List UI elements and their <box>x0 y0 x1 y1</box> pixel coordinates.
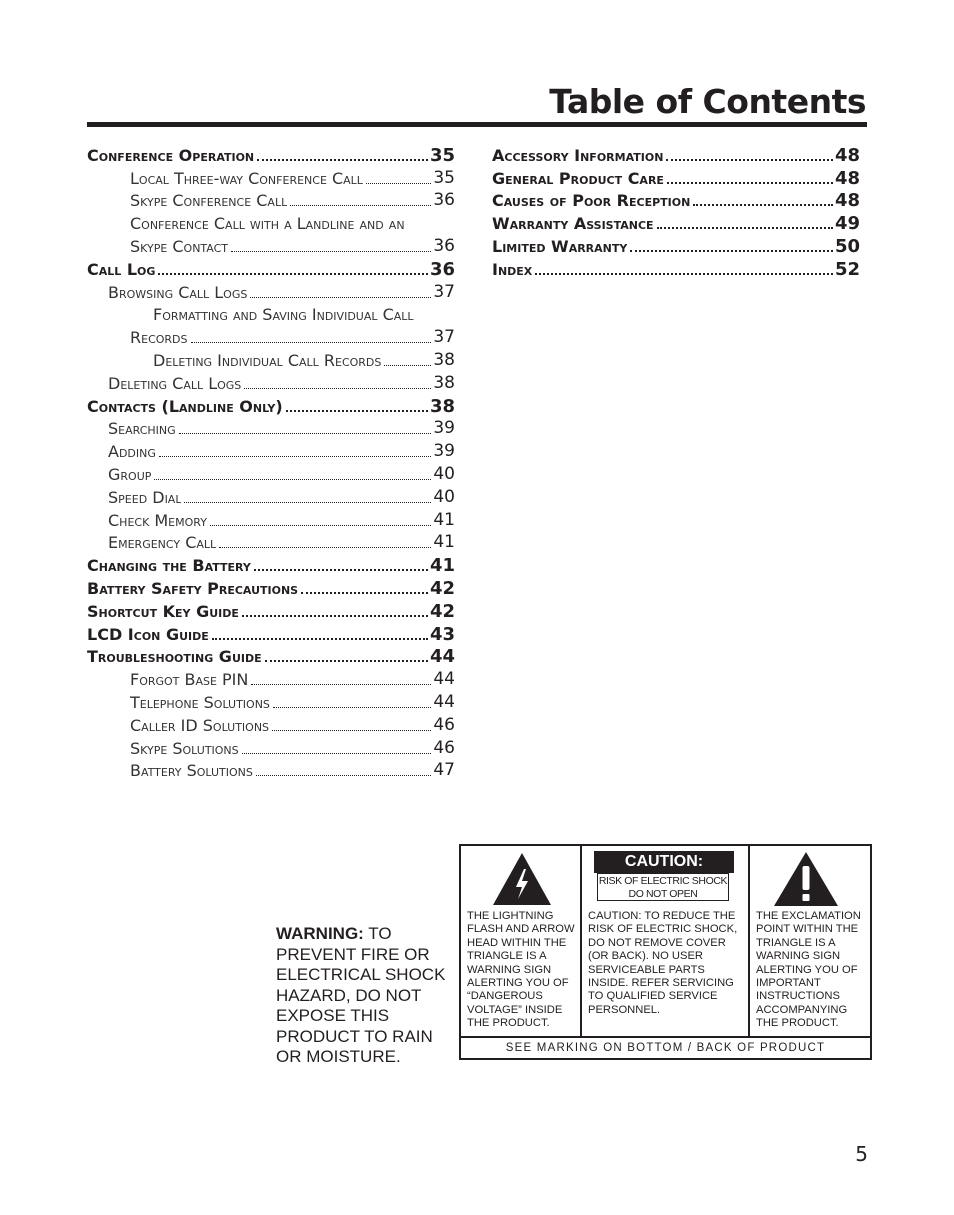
toc-entry-page: 41 <box>433 532 455 553</box>
toc-entry-label: Conference Operation <box>87 146 255 165</box>
toc-entry-label: Limited Warranty <box>492 237 628 256</box>
toc-entry-label: Accessory Information <box>492 146 664 165</box>
toc-entry <box>87 256 455 279</box>
caution-left-text: THE LIGHTNING FLASH AND ARROW HEAD WITHIN THE TRIANGLE IS A WARNING SIGN ALERTING YOU OF “DANGEROUS VOLTAGE” INSIDE THE PRODUCT. <box>467 910 575 1030</box>
caution-sub-line2: DO NOT OPEN <box>628 887 698 900</box>
toc-dot-leader <box>290 205 431 206</box>
warning-text: TO PREVENT FIRE OR ELECTRICAL SHOCK HAZARD, DO NOT EXPOSE THIS PRODUCT TO RAIN OR MOISTURE. <box>276 924 446 1066</box>
toc-entry <box>87 530 455 553</box>
caution-label: CAUTION: <box>594 851 734 873</box>
toc-entry-label: Call Log <box>87 260 156 279</box>
toc-dot-leader <box>179 433 432 434</box>
toc-entry-page: 39 <box>433 418 455 439</box>
toc-entry-page: 41 <box>429 555 455 577</box>
toc-dot-leader <box>693 204 833 206</box>
toc-entry-label: Local Three-way Conference Call <box>130 169 363 188</box>
toc-dot-leader <box>210 525 431 526</box>
toc-entry <box>87 461 455 484</box>
toc-entry-label: Forgot Base PIN <box>130 671 249 690</box>
toc-entry <box>87 370 455 393</box>
toc-entry-label: Battery Safety Precautions <box>87 579 299 598</box>
toc-entry-label: Adding <box>108 443 156 462</box>
toc-dot-leader <box>250 297 431 298</box>
toc-entry-page: 39 <box>433 441 455 462</box>
caution-sub-line1: RISK OF ELECTRIC SHOCK <box>598 875 728 887</box>
toc-entry-page: 50 <box>834 235 860 257</box>
toc-dot-leader <box>242 615 428 617</box>
toc-entry-label: Skype Solutions <box>130 739 239 758</box>
toc-entry <box>492 188 860 211</box>
toc-entry-page: 46 <box>433 714 455 735</box>
toc-entry <box>87 552 455 575</box>
toc-entry-label: Formatting and Saving Individual Call <box>153 306 414 325</box>
toc-entry <box>87 575 455 598</box>
toc-entry-page: 52 <box>834 258 860 280</box>
toc-dot-leader <box>666 159 833 161</box>
toc-dot-leader <box>242 753 432 754</box>
toc-dot-leader <box>667 182 833 184</box>
toc-entry <box>87 393 455 416</box>
toc-entry-page: 35 <box>429 144 455 166</box>
toc-dot-leader <box>384 365 431 366</box>
toc-entry <box>87 210 455 233</box>
toc-entry <box>87 735 455 758</box>
toc-entry <box>87 666 455 689</box>
toc-dot-leader <box>244 388 431 389</box>
warning-lead: WARNING: <box>276 924 364 943</box>
toc-entry-page: 48 <box>834 144 860 166</box>
toc-dot-leader <box>272 730 431 731</box>
toc-dot-leader <box>273 707 431 708</box>
caution-sub-label <box>597 873 729 901</box>
toc-entry-page: 42 <box>429 577 455 599</box>
toc-entry-label: Contacts (Landline Only) <box>87 397 283 416</box>
page-number: 5 <box>855 1142 868 1166</box>
toc-entry-label: Searching <box>108 420 176 439</box>
toc-entry <box>87 484 455 507</box>
toc-entry-page: 48 <box>834 167 860 189</box>
toc-entry-label: Speed Dial <box>108 488 182 507</box>
toc-dot-leader <box>159 456 431 457</box>
toc-entry <box>87 302 455 325</box>
caution-right-panel <box>750 846 870 1036</box>
toc-entry-page: 47 <box>433 760 455 781</box>
toc-dot-leader <box>212 638 428 640</box>
toc-entry-label: Troubleshooting Guide <box>87 648 262 667</box>
toc-right-column <box>492 142 860 279</box>
toc-entry-label: Check Memory <box>108 511 207 530</box>
toc-entry-page: 44 <box>433 669 455 690</box>
toc-entry-label: Changing the Battery <box>87 557 251 576</box>
toc-dot-leader <box>219 547 431 548</box>
toc-entry-page: 37 <box>433 327 455 348</box>
toc-entry <box>492 165 860 188</box>
caution-footer: SEE MARKING ON BOTTOM / BACK OF PRODUCT <box>461 1036 870 1058</box>
caution-box <box>459 844 872 1060</box>
toc-dot-leader <box>366 183 431 184</box>
toc-entry <box>87 438 455 461</box>
toc-entry <box>87 416 455 439</box>
toc-entry-page: 49 <box>834 213 860 235</box>
toc-entry-page: 37 <box>433 281 455 302</box>
toc-entry <box>492 210 860 233</box>
page-title: Table of Contents <box>549 82 866 121</box>
toc-dot-leader <box>286 410 428 412</box>
toc-entry-page: 43 <box>429 623 455 645</box>
toc-entry <box>87 188 455 211</box>
toc-entry-label: Skype Contact <box>130 237 229 256</box>
toc-entry-label: Causes of Poor Reception <box>492 192 691 211</box>
toc-entry-page: 48 <box>834 190 860 212</box>
toc-dot-leader <box>657 227 833 229</box>
toc-dot-leader <box>630 250 833 252</box>
toc-entry <box>492 142 860 165</box>
toc-entry <box>87 165 455 188</box>
lightning-triangle-icon <box>491 851 553 907</box>
toc-entry-label: Index <box>492 260 533 279</box>
toc-entry-label: Deleting Call Logs <box>108 374 242 393</box>
toc-entry-label: Deleting Individual Call Records <box>153 351 382 370</box>
toc-entry <box>87 712 455 735</box>
toc-dot-leader <box>535 273 833 275</box>
toc-dot-leader <box>256 775 431 776</box>
toc-entry <box>87 758 455 781</box>
toc-entry-label: Warranty Assistance <box>492 215 654 234</box>
toc-entry-label: Telephone Solutions <box>130 693 270 712</box>
toc-dot-leader <box>231 251 431 252</box>
toc-entry-page: 42 <box>429 600 455 622</box>
toc-entry-label: General Product Care <box>492 169 664 188</box>
toc-entry-label: Group <box>108 465 152 484</box>
toc-entry-page: 44 <box>429 646 455 668</box>
toc-entry-page: 41 <box>433 509 455 530</box>
exclamation-triangle-icon <box>756 850 856 908</box>
toc-dot-leader <box>265 660 428 662</box>
caution-middle-text: CAUTION: TO REDUCE THE RISK OF ELECTRIC SHOCK, DO NOT REMOVE COVER (OR BACK). NO USER SERVICEABLE PARTS INSIDE. REFER SERVICING TO QUALIFIED SERVICE PERSONNEL. <box>588 910 738 1016</box>
toc-entry <box>87 689 455 712</box>
toc-entry <box>87 142 455 165</box>
toc-entry-page: 36 <box>433 190 455 211</box>
toc-entry-page: 36 <box>429 258 455 280</box>
warning-notice <box>276 924 454 1068</box>
toc-dot-leader <box>257 159 428 161</box>
toc-dot-leader <box>251 684 431 685</box>
toc-entry-label: Battery Solutions <box>130 762 253 781</box>
toc-dot-leader <box>158 273 428 275</box>
toc-entry <box>87 507 455 530</box>
toc-entry-label: Skype Conference Call <box>130 192 288 211</box>
caution-left-panel <box>461 846 582 1036</box>
toc-entry <box>87 598 455 621</box>
toc-entry-label: Shortcut Key Guide <box>87 602 239 621</box>
toc-entry <box>87 233 455 256</box>
toc-entry <box>492 256 860 279</box>
toc-dot-leader <box>301 592 428 594</box>
toc-entry-page: 38 <box>433 372 455 393</box>
toc-entry-page: 38 <box>433 349 455 370</box>
toc-entry-label: Browsing Call Logs <box>108 283 248 302</box>
toc-entry-label: LCD Icon Guide <box>87 625 209 644</box>
toc-entry-page: 36 <box>433 235 455 256</box>
toc-left-column <box>87 142 455 780</box>
toc-dot-leader <box>154 479 431 480</box>
toc-entry <box>87 644 455 667</box>
toc-entry-label: Records <box>130 329 188 348</box>
toc-entry-page: 35 <box>433 167 455 188</box>
toc-entry-page: 40 <box>433 463 455 484</box>
toc-entry-page: 40 <box>433 486 455 507</box>
toc-entry-page: 46 <box>433 737 455 758</box>
caution-right-text: THE EXCLAMATION POINT WITHIN THE TRIANGLE IS A WARNING SIGN ALERTING YOU OF IMPORTANT INSTRUCTIONS ACCOMPANYING THE PRODUCT. <box>756 910 861 1030</box>
toc-entry <box>87 347 455 370</box>
toc-entry <box>492 233 860 256</box>
toc-entry <box>87 621 455 644</box>
toc-dot-leader <box>191 342 432 343</box>
toc-entry <box>87 324 455 347</box>
toc-entry-page: 38 <box>429 395 455 417</box>
toc-entry-label: Conference Call with a Landline and an <box>130 215 405 234</box>
toc-entry-label: Caller ID Solutions <box>130 716 270 735</box>
title-rule <box>87 122 867 127</box>
toc-dot-leader <box>184 502 431 503</box>
caution-middle-panel <box>582 846 750 1036</box>
toc-entry-page: 44 <box>433 691 455 712</box>
toc-entry-label: Emergency Call <box>108 534 217 553</box>
toc-entry <box>87 279 455 302</box>
toc-dot-leader <box>254 569 428 571</box>
